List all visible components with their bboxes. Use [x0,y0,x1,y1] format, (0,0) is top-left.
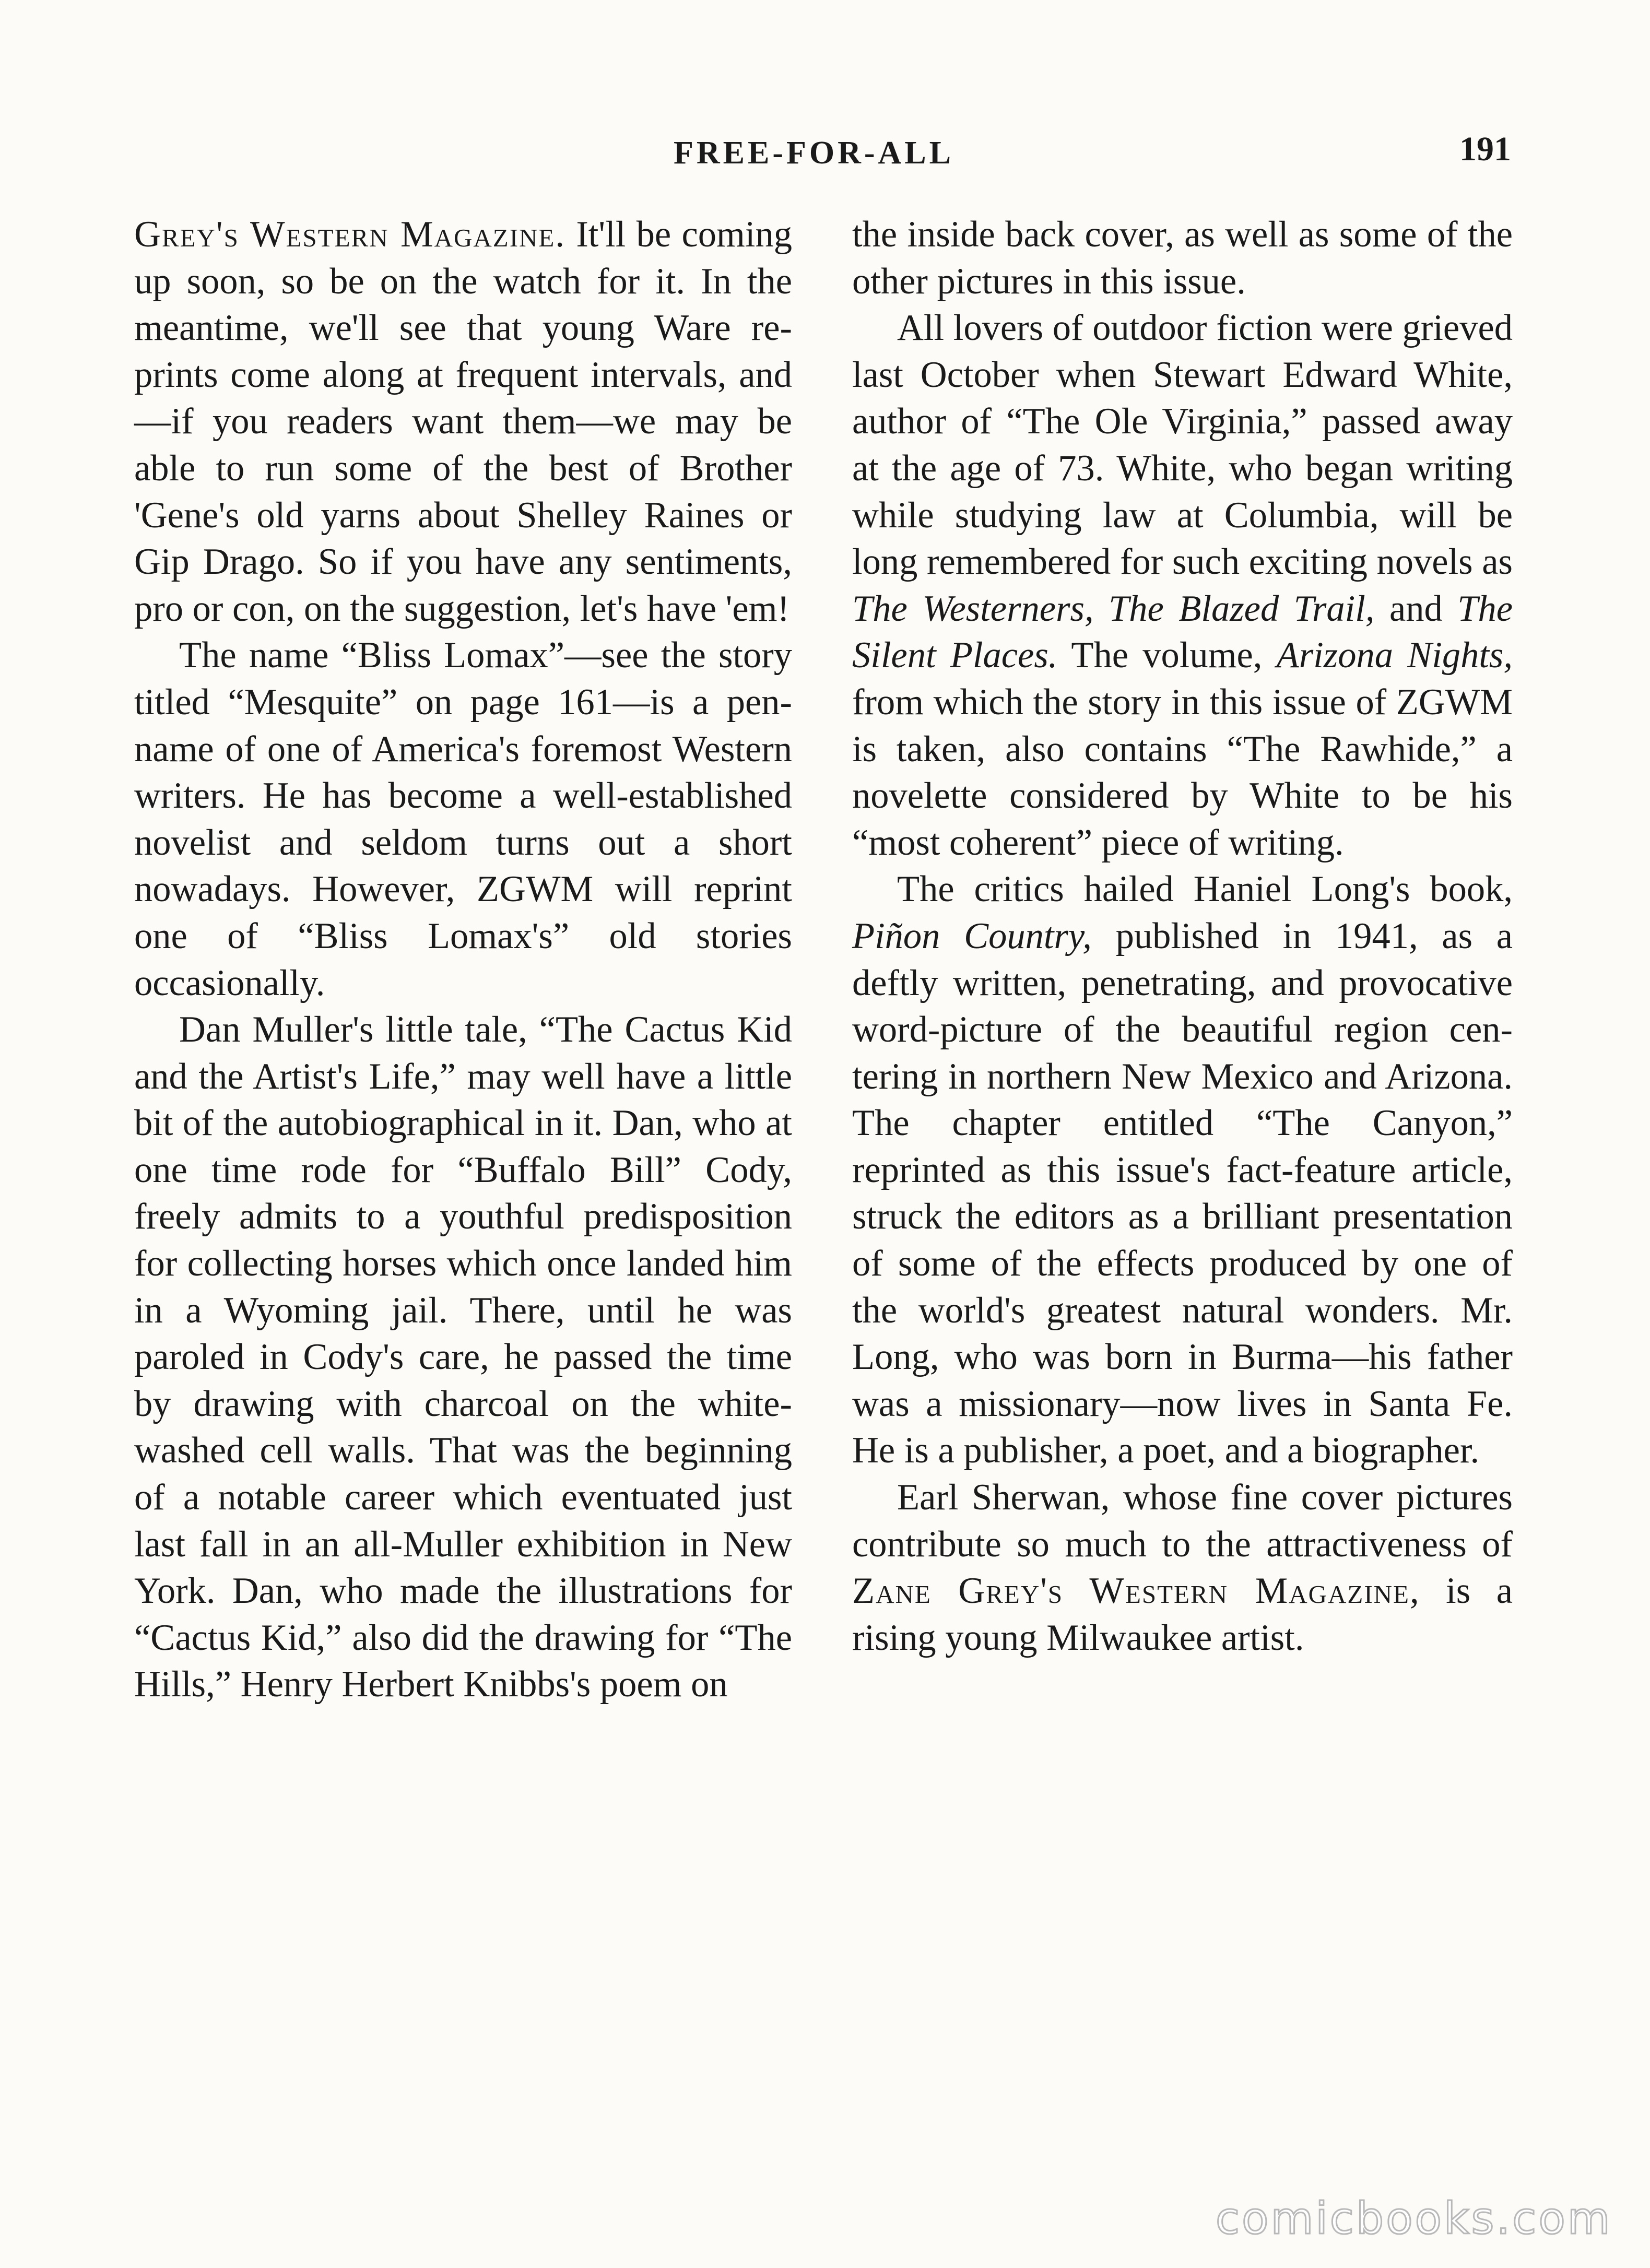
paragraph-text: and [1374,588,1458,629]
paragraph: the inside back cover, as well as some of the other pictures in this issue. [852,214,1513,302]
book-title: Arizona Nights, [1276,635,1513,676]
paragraph [852,866,1513,1474]
left-column [134,211,792,1708]
watermark: comicbooks.com [1216,2193,1612,2244]
book-title: Piñon Country, [852,915,1092,956]
magazine-name: Grey's Western Magazine. [134,214,565,255]
page-number: 191 [1459,130,1511,168]
paragraph-text: is a rising young Milwaukee artist. [852,1570,1513,1658]
paragraph-text: Earl Sherwan, whose fine cover pictures contribute so much to the attractiveness of [852,1477,1513,1565]
paragraph [134,211,792,632]
paragraph [852,305,1513,866]
paragraph: Dan Muller's little tale, “The Cactus Kid and the Artist's Life,” may well have a little bit of the autobiographical in it. Dan, who at one time rode for “Buffalo Bill” Cody, freely admits to a youthful predisposition for collecting horses which once landed him in a Wyoming jail. There, until he was paroled in Cody's care, he passed the time by drawing with charcoal on the whitewashed cell walls. That was the beginning of a notable career which eventuated just last fall in an all-Muller exhibition in New York. Dan, who made the illustrations for “Cactus Kid,” also did the drawing for “The Hills,” Henry Herbert Knibbs's poem on [134,1009,792,1705]
paragraph: The name “Bliss Lomax”—see the story titled “Mesquite” on page 161—is a pen-name of one of America's foremost Western writers. He has become a well-established novelist and seldom turns out a short nowadays. However, ZGWM will reprint one of “Bliss Lomax's” old stories occasionally. [134,635,792,1003]
paragraph-text: published in 1941, as a deftly written, penetrating, and provocative word-picture of the beautiful region centering in northern New Mexico and Arizona. The chapter entitled “The Canyon,” reprinted as this issue's fact-feature article, struck the editors as a brilliant presentation of some of the effects produced by one of the world's greatest natural wonders. Mr. Long, who was born in Burma—his father was a missionary—now lives in Santa Fe. He is a publisher, a poet, and a biographer. [852,915,1513,1471]
paragraph-text: It'll be coming up soon, so be on the watch for it. In the meantime, we'll see that young Ware reprints come along at frequent intervals, and—if you readers want them—we may be able to run some of the best of Brother 'Gene's old yarns about Shelley Raines or Gip Drago. So if you have any sentiments, pro or con, on the suggestion, let's have 'em! [134,214,792,629]
paragraph-text: from which the story in this issue of ZGWM is taken, also contains “The Rawhide,” a novelette considered by White to be his “most coherent” piece of writing. [852,681,1513,863]
book-title: The Blazed Trail, [1109,588,1375,629]
right-column [852,211,1513,1661]
magazine-name: Zane Grey's Western Magazine, [852,1570,1420,1612]
paragraph-text: All lovers of outdoor fiction were grieved last October when Stewart Edward White, author of “The Ole Virginia,” passed away at the age of 73. White, who began writing while studying law at Columbia, will be long remembered for such exciting novels as [852,308,1513,583]
paragraph-text: The critics hailed Haniel Long's book, [897,869,1513,910]
running-title: FREE-FOR-ALL [674,135,954,171]
paragraph [852,1474,1513,1661]
book-title: The Silent Places. [852,588,1513,676]
paragraph-text: The volume, [1057,635,1277,676]
book-title: The Westerners, [852,588,1094,629]
